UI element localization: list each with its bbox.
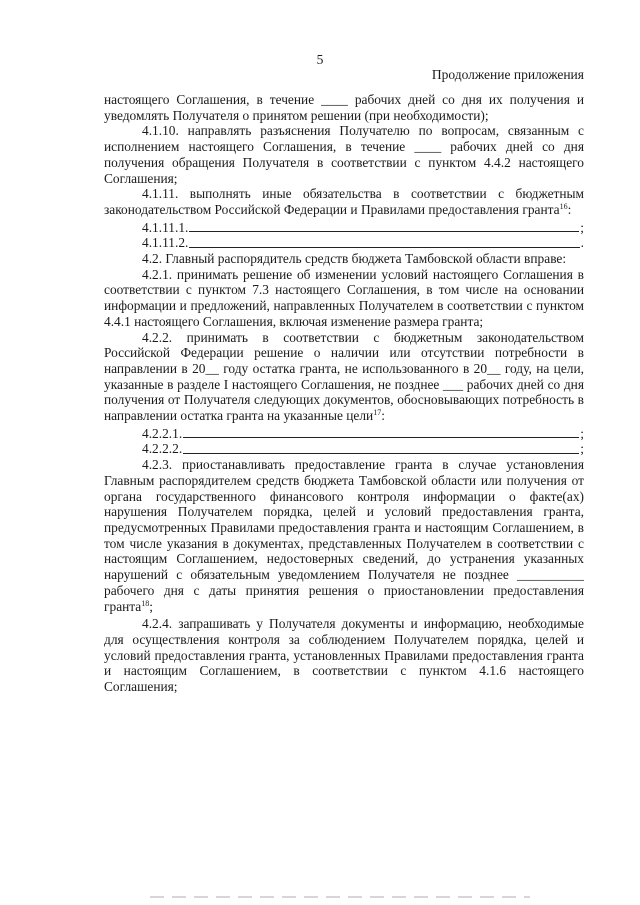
scan-artifact	[150, 896, 530, 898]
item-label-4-1-11-2: 4.1.11.2.	[142, 235, 189, 251]
item-label-4-1-11-1: 4.1.11.1.	[142, 219, 189, 235]
line-end: ;	[580, 219, 584, 235]
paragraph-4-2-4: 4.2.4. запрашивать у Получателя документы и информацию, необходимые для осуществления контроля за соблюдением Получателем порядка, целей и условий предоставления гранта, установленных Правилами предоставления гранта и настоящим Соглашением, в соответствии с пунктом 4.1.6 настоящего Соглашения;	[104, 616, 584, 695]
paragraph-4-2-1: 4.2.1. принимать решение об изменении условий настоящего Соглашения в соответствии с пунктом 7.3 настоящего Соглашения, в том числе на основании информации и предложений, направленных Получателем в соответствии с пунктом 4.4.1 настоящего Соглашения, включая изменение размера гранта;	[104, 266, 584, 329]
paragraph-4-2-3	[104, 457, 584, 616]
paragraph-4-1-10: 4.1.10. направлять разъяснения Получателю по вопросам, связанным с исполнением настоящего Соглашения, в течение ____ рабочих дней со дня получения обращения Получателя в соответствии с пунктом 4.4.2 настоящего Соглашения;	[104, 123, 584, 186]
line-end: ;	[580, 425, 584, 441]
paragraph-4-2-2-text: 4.2.2. принимать в соответствии с бюджетным законодательством Российской Федерации решение о наличии или отсутствии потребности в направлении в 20__ году остатка гранта, не использованного в 20__ году, на цели, указанные в разделе I настоящего Соглашения, не позднее ___ рабочих дней со дня получения от Получателя следующих документов, обосновывающих потребность в направлении остатка гранта на указанные цели	[104, 329, 584, 424]
item-label-4-2-2-2: 4.2.2.2.	[142, 441, 183, 457]
fill-line-4-2-2-1	[104, 426, 584, 442]
paragraph-4-2: 4.2. Главный распорядитель средств бюджета Тамбовской области вправе:	[142, 251, 567, 267]
footnote-ref-18: 18	[141, 598, 150, 608]
paragraph-continuation: настоящего Соглашения, в течение ____ рабочих дней со дня их получения и уведомлять Получателя о принятом решении (при необходимости);	[104, 92, 584, 123]
colon: :	[567, 201, 572, 217]
paragraph-4-2-2	[104, 330, 584, 426]
paragraph-4-1-11-text: 4.1.11. выполнять иные обязательства в соответствии с бюджетным законодательством Российской Федерации и Правилами предоставления гранта	[104, 186, 584, 217]
colon: :	[381, 408, 385, 424]
footnote-ref-17: 17	[373, 408, 382, 418]
continuation-caption: Продолжение приложения	[431, 67, 584, 82]
fill-line-4-2-2-2	[104, 441, 584, 457]
semicolon: ;	[149, 598, 153, 614]
paragraph-4-1-11	[104, 186, 584, 219]
fill-line-4-1-11-1	[104, 220, 584, 236]
line-end: .	[580, 235, 584, 251]
paragraph-4-2-3-text: 4.2.3. приостанавливать предоставление гранта в случае установления Главным распорядителем средств бюджета Тамбовской области или получения от органа государственного финансового контроля информации о факте(ах) нарушения Получателем порядка, целей и условий предоставления гранта, предусмотренных Правилами предоставления гранта и настоящим Соглашением, в том числе указания в документах, представленных Получателем в соответствии с настоящим Соглашением, недостоверных сведений, до устранения указанных нарушений с обязательным уведомлением Получателя не позднее __________ рабочего дня с даты принятия решения о приостановлении предоставления гранта	[104, 457, 584, 614]
blank-rule	[183, 427, 579, 438]
line-end: ;	[580, 441, 584, 457]
item-label-4-2-2-1: 4.2.2.1.	[142, 425, 183, 441]
blank-rule	[189, 221, 579, 232]
blank-rule	[189, 237, 579, 248]
document-body	[104, 92, 584, 695]
blank-rule	[183, 443, 579, 454]
page-number: 5	[316, 52, 324, 67]
footnote-ref-16: 16	[559, 201, 568, 211]
fill-line-4-1-11-2	[104, 235, 584, 251]
